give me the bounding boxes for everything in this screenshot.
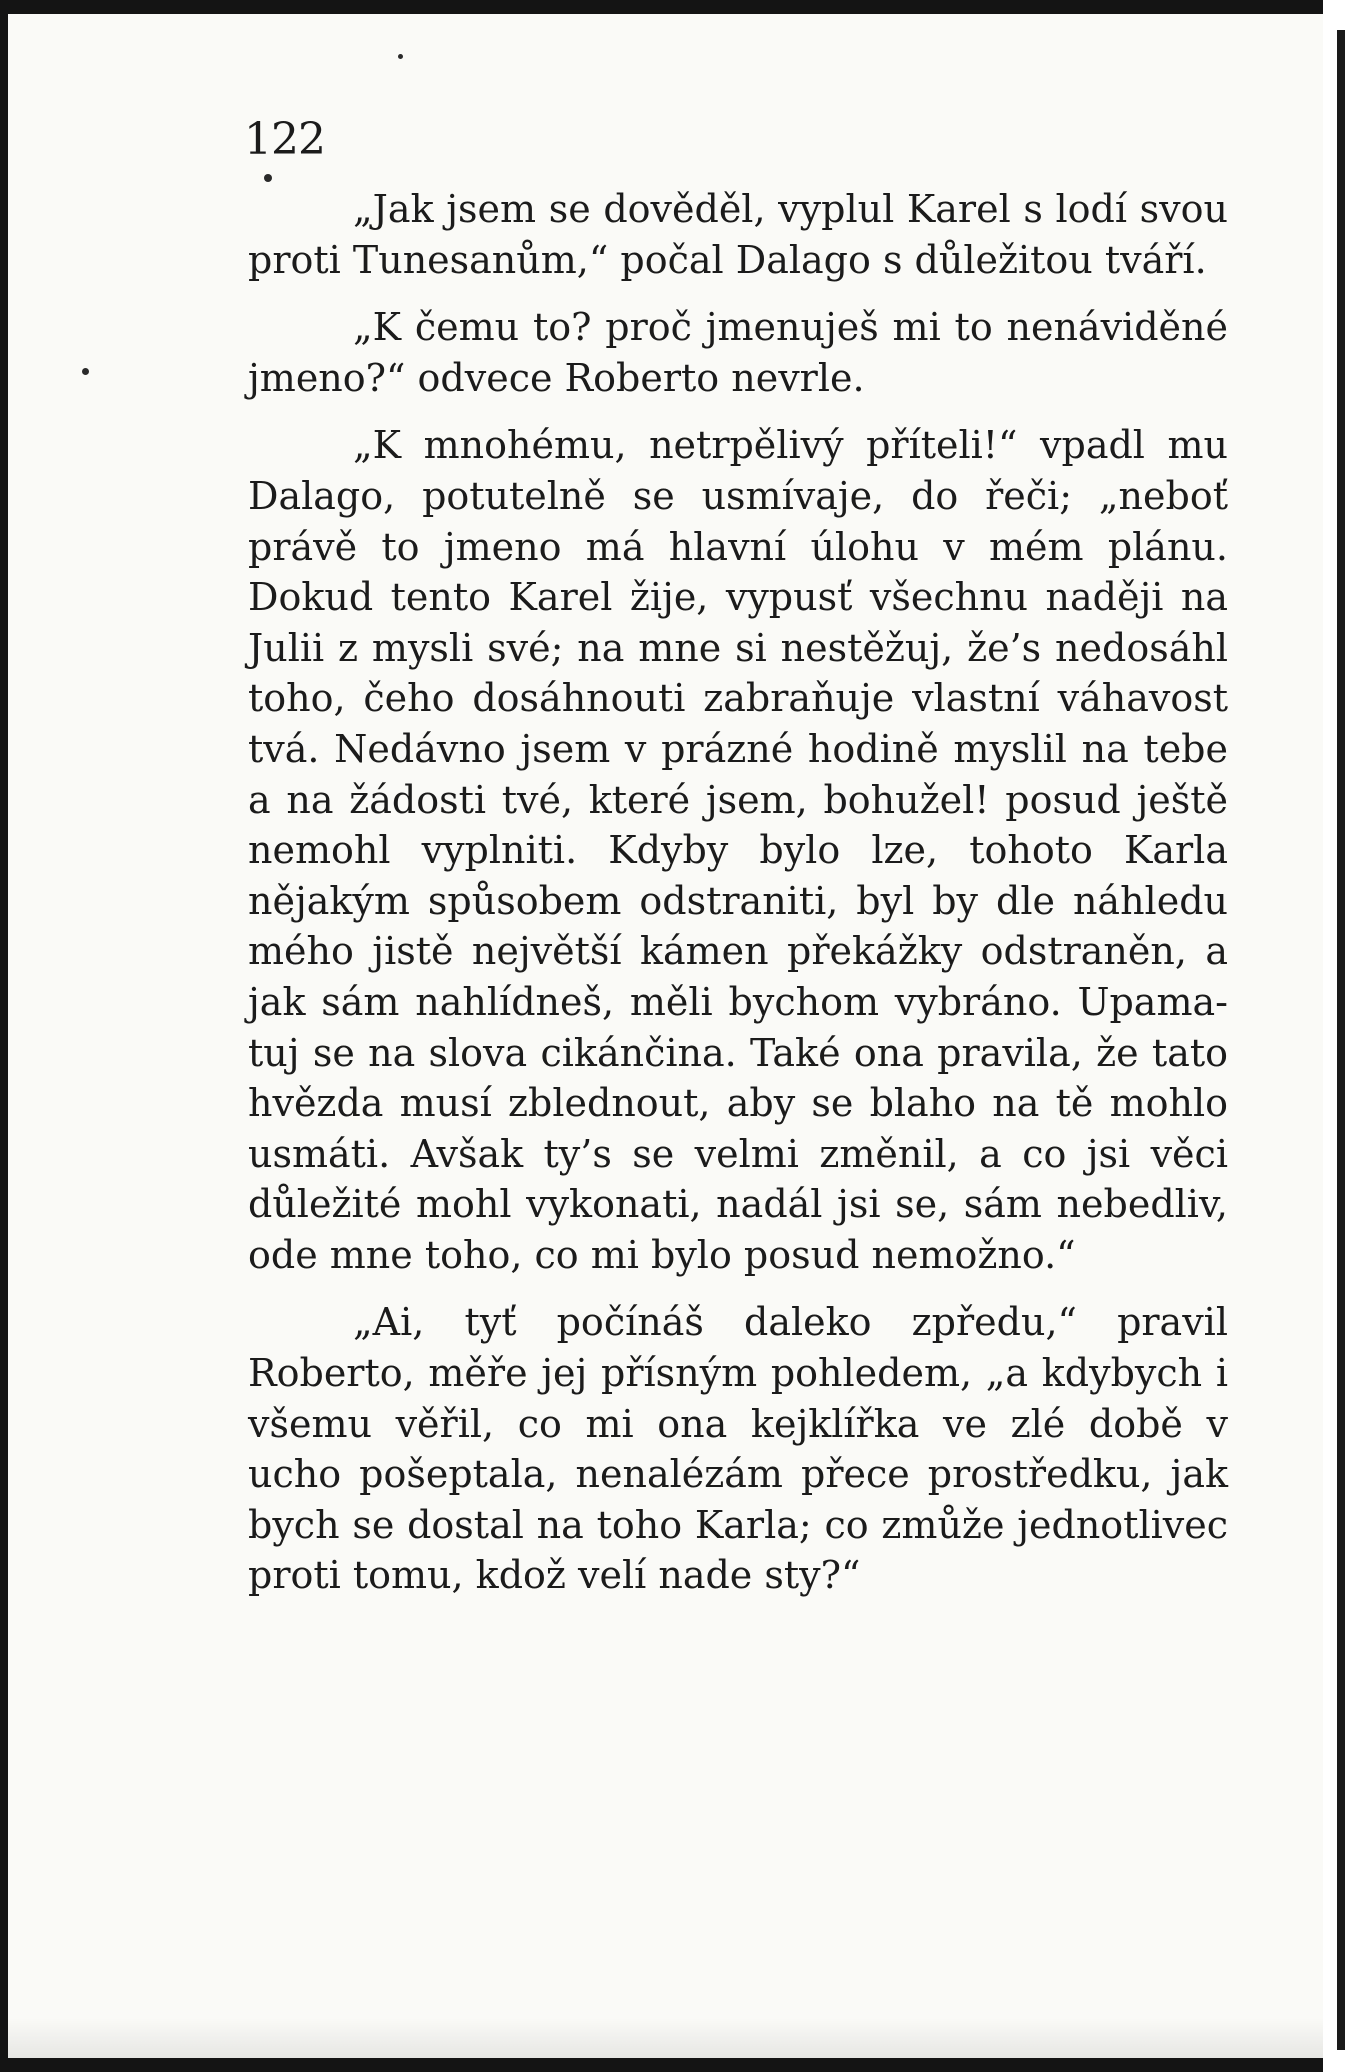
ink-speck [264, 174, 272, 182]
paragraph: „K čemu to? proč jmenuješ mi to nenáviděné jmeno?“ odvece Roberto nevrle. [248, 305, 1228, 400]
page-number: 122 [244, 114, 325, 165]
body-text [248, 184, 1228, 1618]
paragraph: „Jak jsem se dověděl, vyplul Karel s lodí svou proti Tunesanům,“ počal Dalago s důležitou tváří. [248, 187, 1228, 282]
ink-speck [398, 54, 403, 59]
book-page [8, 14, 1323, 2058]
ink-speck [82, 368, 89, 375]
page-shadow [8, 2018, 1323, 2058]
page-edge [1323, 0, 1371, 2072]
paragraph: „Ai, tyť počínáš daleko zpředu,“ pravil Roberto, měře jej přísným pohledem, „a kdybych i všemu věřil, co mi ona kejklířka ve zlé době v ucho pošeptala, nenalézám přece prostředku, jak bych se dostal na toho Karla; co zmůže jednotlivec proti tomu, kdož velí nade sty?“ [248, 1300, 1228, 1598]
paragraph: „K mnohému, netrpělivý příteli!“ vpadl mu Dalago, potutelně se usmívaje, do řeči; „neboť právě to jmeno má hlavní úlohu v mém plánu. Dokud tento Karel žije, vypusť všechnu naději na Julii z mysli své; na mne si nestěžuj, že’s nedosáhl toho, čeho dosáhnouti zabraňuje vlastní váhavost tvá. Nedávno jsem v prázné hodině myslil na tebe a na žádosti tvé, které jsem, bohužel! posud ještě nemohl vyplniti. Kdyby bylo lze, tohoto Karla nějakým spůsobem odstraniti, byl by dle náhledu mého jistě největší kámen překážky odstraněn, a jak sám nahlídneš, měli bychom vybráno. Upamatuj se na slova cikánčina. Také ona pravila, že tato hvězda musí zblednout, aby se blaho na tě mohlo usmáti. Avšak ty’s se velmi změnil, a co jsi věci důležité mohl vykonati, nadál jsi se, sám nebedliv, ode mne toho, co mi bylo posud nemožno.“ [248, 423, 1228, 1277]
binding-rule [1337, 30, 1345, 2050]
